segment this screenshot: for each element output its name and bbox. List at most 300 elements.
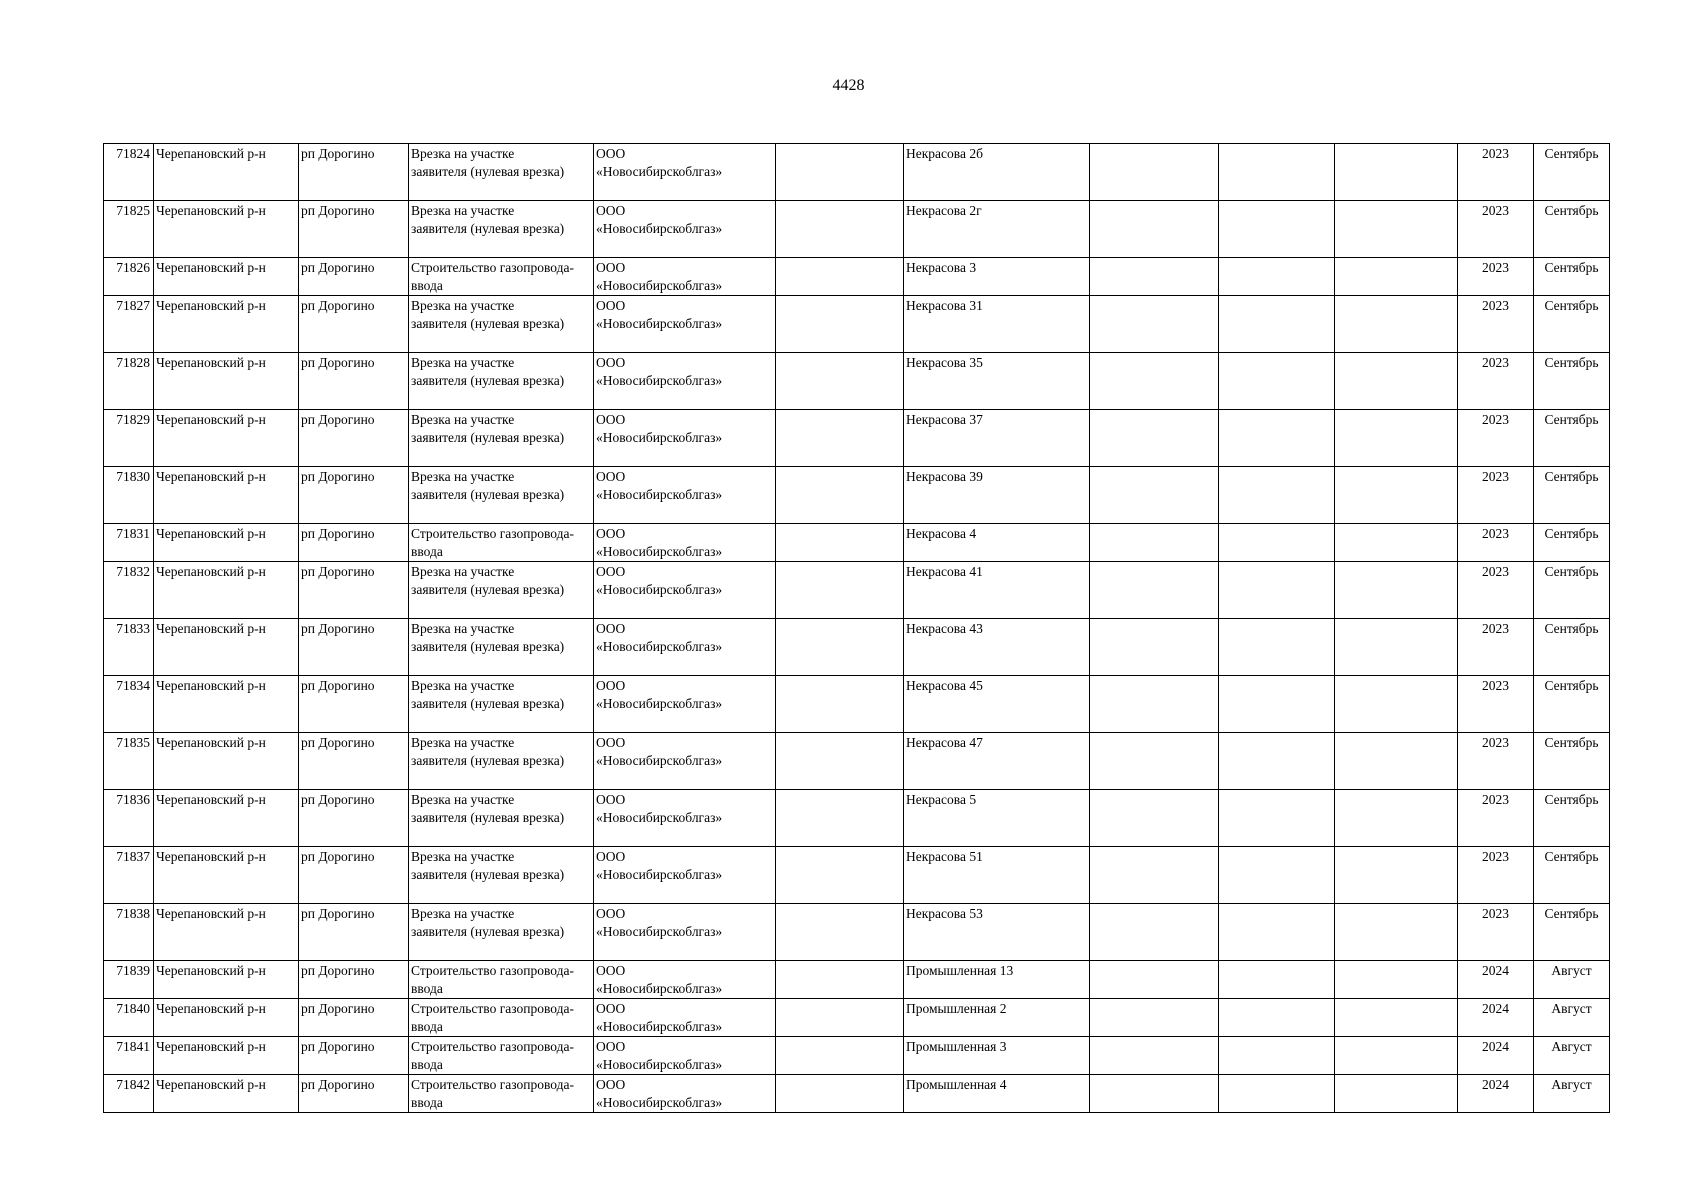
address-cell: Некрасова 31 — [904, 296, 1090, 353]
year-cell: 2023 — [1458, 353, 1534, 410]
empty-cell — [1090, 562, 1219, 619]
organization-cell — [594, 619, 776, 676]
year-cell: 2023 — [1458, 733, 1534, 790]
row-number: 71829 — [104, 410, 154, 467]
empty-cell — [776, 562, 904, 619]
organization-line: «Новосибирскоблгаз» — [596, 430, 723, 445]
settlement-cell: рп Дорогино — [299, 410, 409, 467]
table-row — [104, 790, 1610, 847]
month-cell: Сентябрь — [1534, 676, 1610, 733]
empty-cell — [1219, 790, 1335, 847]
work-type-cell — [409, 999, 594, 1037]
organization-line: «Новосибирскоблгаз» — [596, 1019, 723, 1034]
settlement-cell: рп Дорогино — [299, 524, 409, 562]
organization-line: «Новосибирскоблгаз» — [596, 753, 723, 768]
work-type-line: ввода — [411, 981, 443, 996]
organization-line: «Новосибирскоблгаз» — [596, 164, 723, 179]
year-cell: 2023 — [1458, 410, 1534, 467]
empty-cell — [1335, 904, 1458, 961]
work-type-line: ввода — [411, 1095, 443, 1110]
empty-cell — [1219, 410, 1335, 467]
work-type-cell — [409, 1075, 594, 1113]
address-cell: Некрасова 53 — [904, 904, 1090, 961]
empty-cell — [1335, 410, 1458, 467]
district-cell: Черепановский р-н — [154, 353, 299, 410]
work-type-line: Врезка на участке — [411, 735, 515, 750]
organization-line: ООО — [596, 260, 626, 275]
settlement-cell: рп Дорогино — [299, 790, 409, 847]
district-cell: Черепановский р-н — [154, 999, 299, 1037]
month-cell: Август — [1534, 999, 1610, 1037]
year-cell: 2023 — [1458, 201, 1534, 258]
empty-cell — [1219, 467, 1335, 524]
row-number: 71825 — [104, 201, 154, 258]
month-cell: Сентябрь — [1534, 467, 1610, 524]
district-cell: Черепановский р-н — [154, 904, 299, 961]
row-number: 71831 — [104, 524, 154, 562]
work-type-line: Строительство газопровода- — [411, 963, 574, 978]
row-number: 71842 — [104, 1075, 154, 1113]
table-row — [104, 847, 1610, 904]
district-cell: Черепановский р-н — [154, 790, 299, 847]
work-type-cell — [409, 733, 594, 790]
organization-cell — [594, 790, 776, 847]
work-type-line: заявителя (нулевая врезка) — [411, 810, 565, 825]
empty-cell — [1219, 353, 1335, 410]
empty-cell — [776, 619, 904, 676]
empty-cell — [1090, 676, 1219, 733]
empty-cell — [1090, 1037, 1219, 1075]
district-cell: Черепановский р-н — [154, 676, 299, 733]
organization-cell — [594, 410, 776, 467]
table-row — [104, 676, 1610, 733]
organization-cell — [594, 999, 776, 1037]
year-cell: 2023 — [1458, 619, 1534, 676]
year-cell: 2024 — [1458, 1075, 1534, 1113]
work-type-line: заявителя (нулевая врезка) — [411, 696, 565, 711]
empty-cell — [1335, 258, 1458, 296]
work-type-line: ввода — [411, 1057, 443, 1072]
empty-cell — [1090, 353, 1219, 410]
organization-cell — [594, 1037, 776, 1075]
row-number: 71835 — [104, 733, 154, 790]
organization-line: ООО — [596, 792, 626, 807]
organization-cell — [594, 258, 776, 296]
empty-cell — [1090, 847, 1219, 904]
work-type-cell — [409, 1037, 594, 1075]
empty-cell — [776, 847, 904, 904]
empty-cell — [1335, 790, 1458, 847]
address-cell: Некрасова 47 — [904, 733, 1090, 790]
year-cell: 2023 — [1458, 144, 1534, 201]
year-cell: 2023 — [1458, 467, 1534, 524]
work-type-cell — [409, 961, 594, 999]
row-number: 71833 — [104, 619, 154, 676]
month-cell: Август — [1534, 1037, 1610, 1075]
empty-cell — [1219, 999, 1335, 1037]
empty-cell — [1335, 961, 1458, 999]
empty-cell — [1335, 144, 1458, 201]
row-number: 71832 — [104, 562, 154, 619]
empty-cell — [1335, 676, 1458, 733]
empty-cell — [1090, 467, 1219, 524]
address-cell: Некрасова 3 — [904, 258, 1090, 296]
district-cell: Черепановский р-н — [154, 296, 299, 353]
organization-cell — [594, 562, 776, 619]
work-type-cell — [409, 258, 594, 296]
work-type-cell — [409, 296, 594, 353]
organization-line: ООО — [596, 355, 626, 370]
address-cell: Промышленная 4 — [904, 1075, 1090, 1113]
organization-line: «Новосибирскоблгаз» — [596, 582, 723, 597]
year-cell: 2023 — [1458, 847, 1534, 904]
table-row — [104, 296, 1610, 353]
organization-line: ООО — [596, 298, 626, 313]
settlement-cell: рп Дорогино — [299, 562, 409, 619]
month-cell: Сентябрь — [1534, 790, 1610, 847]
empty-cell — [1090, 790, 1219, 847]
month-cell: Сентябрь — [1534, 410, 1610, 467]
organization-cell — [594, 961, 776, 999]
organization-line: ООО — [596, 564, 626, 579]
district-cell: Черепановский р-н — [154, 1037, 299, 1075]
table-row — [104, 961, 1610, 999]
work-type-line: Врезка на участке — [411, 792, 515, 807]
organization-cell — [594, 144, 776, 201]
organization-line: ООО — [596, 469, 626, 484]
empty-cell — [776, 1075, 904, 1113]
empty-cell — [776, 296, 904, 353]
work-type-line: Врезка на участке — [411, 906, 515, 921]
year-cell: 2024 — [1458, 1037, 1534, 1075]
year-cell: 2023 — [1458, 676, 1534, 733]
empty-cell — [1219, 258, 1335, 296]
work-type-line: Врезка на участке — [411, 355, 515, 370]
month-cell: Сентябрь — [1534, 733, 1610, 790]
month-cell: Август — [1534, 961, 1610, 999]
year-cell: 2023 — [1458, 904, 1534, 961]
district-cell: Черепановский р-н — [154, 562, 299, 619]
work-type-cell — [409, 524, 594, 562]
work-type-line: Строительство газопровода- — [411, 526, 574, 541]
organization-line: ООО — [596, 678, 626, 693]
work-type-cell — [409, 904, 594, 961]
empty-cell — [1219, 733, 1335, 790]
empty-cell — [776, 201, 904, 258]
table-row — [104, 619, 1610, 676]
district-cell: Черепановский р-н — [154, 144, 299, 201]
work-type-line: Врезка на участке — [411, 412, 515, 427]
empty-cell — [1335, 847, 1458, 904]
organization-line: ООО — [596, 1077, 626, 1092]
organization-cell — [594, 1075, 776, 1113]
year-cell: 2024 — [1458, 999, 1534, 1037]
year-cell: 2023 — [1458, 790, 1534, 847]
table-row — [104, 1075, 1610, 1113]
empty-cell — [776, 790, 904, 847]
table-row — [104, 258, 1610, 296]
address-cell: Некрасова 5 — [904, 790, 1090, 847]
organization-line: ООО — [596, 412, 626, 427]
work-type-line: заявителя (нулевая врезка) — [411, 582, 565, 597]
organization-line: ООО — [596, 1039, 626, 1054]
address-cell: Промышленная 13 — [904, 961, 1090, 999]
month-cell: Сентябрь — [1534, 258, 1610, 296]
empty-cell — [1335, 562, 1458, 619]
work-type-line: Врезка на участке — [411, 678, 515, 693]
settlement-cell: рп Дорогино — [299, 904, 409, 961]
work-type-line: Строительство газопровода- — [411, 1039, 574, 1054]
empty-cell — [1219, 524, 1335, 562]
organization-line: ООО — [596, 146, 626, 161]
settlement-cell: рп Дорогино — [299, 619, 409, 676]
empty-cell — [776, 676, 904, 733]
organization-line: ООО — [596, 1001, 626, 1016]
settlement-cell: рп Дорогино — [299, 296, 409, 353]
settlement-cell: рп Дорогино — [299, 144, 409, 201]
year-cell: 2023 — [1458, 524, 1534, 562]
organization-line: ООО — [596, 621, 626, 636]
empty-cell — [1090, 733, 1219, 790]
address-cell: Некрасова 2г — [904, 201, 1090, 258]
empty-cell — [1090, 144, 1219, 201]
empty-cell — [1335, 467, 1458, 524]
settlement-cell: рп Дорогино — [299, 733, 409, 790]
work-type-line: заявителя (нулевая врезка) — [411, 373, 565, 388]
table-row — [104, 201, 1610, 258]
work-type-line: Строительство газопровода- — [411, 1077, 574, 1092]
month-cell: Сентябрь — [1534, 524, 1610, 562]
empty-cell — [776, 467, 904, 524]
row-number: 71837 — [104, 847, 154, 904]
district-cell: Черепановский р-н — [154, 961, 299, 999]
work-type-line: Врезка на участке — [411, 146, 515, 161]
address-cell: Некрасова 4 — [904, 524, 1090, 562]
address-cell: Некрасова 41 — [904, 562, 1090, 619]
work-type-cell — [409, 676, 594, 733]
district-cell: Черепановский р-н — [154, 847, 299, 904]
empty-cell — [1335, 999, 1458, 1037]
empty-cell — [1335, 524, 1458, 562]
organization-cell — [594, 524, 776, 562]
settlement-cell: рп Дорогино — [299, 999, 409, 1037]
work-type-line: заявителя (нулевая врезка) — [411, 639, 565, 654]
organization-line: «Новосибирскоблгаз» — [596, 373, 723, 388]
work-type-line: Врезка на участке — [411, 849, 515, 864]
organization-cell — [594, 201, 776, 258]
organization-line: ООО — [596, 849, 626, 864]
row-number: 71827 — [104, 296, 154, 353]
empty-cell — [1090, 258, 1219, 296]
work-type-line: заявителя (нулевая врезка) — [411, 924, 565, 939]
registry-table — [103, 143, 1610, 1113]
work-type-line: заявителя (нулевая врезка) — [411, 867, 565, 882]
empty-cell — [1090, 999, 1219, 1037]
district-cell: Черепановский р-н — [154, 733, 299, 790]
table-row — [104, 1037, 1610, 1075]
organization-cell — [594, 467, 776, 524]
work-type-line: ввода — [411, 1019, 443, 1034]
organization-line: ООО — [596, 735, 626, 750]
work-type-line: ввода — [411, 544, 443, 559]
district-cell: Черепановский р-н — [154, 201, 299, 258]
organization-cell — [594, 353, 776, 410]
empty-cell — [1219, 562, 1335, 619]
work-type-line: Врезка на участке — [411, 564, 515, 579]
empty-cell — [1090, 619, 1219, 676]
empty-cell — [1335, 353, 1458, 410]
settlement-cell: рп Дорогино — [299, 353, 409, 410]
work-type-cell — [409, 467, 594, 524]
year-cell: 2023 — [1458, 562, 1534, 619]
empty-cell — [776, 353, 904, 410]
organization-line: «Новосибирскоблгаз» — [596, 981, 723, 996]
table-row — [104, 999, 1610, 1037]
address-cell: Некрасова 45 — [904, 676, 1090, 733]
empty-cell — [1335, 733, 1458, 790]
work-type-line: ввода — [411, 278, 443, 293]
empty-cell — [776, 524, 904, 562]
row-number: 71826 — [104, 258, 154, 296]
table-row — [104, 467, 1610, 524]
empty-cell — [1219, 296, 1335, 353]
empty-cell — [776, 904, 904, 961]
table-row — [104, 410, 1610, 467]
settlement-cell: рп Дорогино — [299, 676, 409, 733]
month-cell: Сентябрь — [1534, 904, 1610, 961]
empty-cell — [776, 1037, 904, 1075]
empty-cell — [1335, 1037, 1458, 1075]
empty-cell — [1219, 144, 1335, 201]
district-cell: Черепановский р-н — [154, 524, 299, 562]
empty-cell — [1219, 676, 1335, 733]
work-type-line: заявителя (нулевая врезка) — [411, 164, 565, 179]
work-type-line: Врезка на участке — [411, 298, 515, 313]
empty-cell — [776, 144, 904, 201]
settlement-cell: рп Дорогино — [299, 847, 409, 904]
organization-line: «Новосибирскоблгаз» — [596, 487, 723, 502]
organization-cell — [594, 847, 776, 904]
organization-line: «Новосибирскоблгаз» — [596, 316, 723, 331]
settlement-cell: рп Дорогино — [299, 258, 409, 296]
empty-cell — [776, 410, 904, 467]
work-type-line: Врезка на участке — [411, 203, 515, 218]
organization-line: «Новосибирскоблгаз» — [596, 1057, 723, 1072]
district-cell: Черепановский р-н — [154, 467, 299, 524]
empty-cell — [1090, 524, 1219, 562]
organization-line: ООО — [596, 906, 626, 921]
table-row — [104, 353, 1610, 410]
year-cell: 2024 — [1458, 961, 1534, 999]
empty-cell — [1335, 296, 1458, 353]
organization-line: «Новосибирскоблгаз» — [596, 639, 723, 654]
empty-cell — [1219, 1037, 1335, 1075]
empty-cell — [1090, 904, 1219, 961]
empty-cell — [1219, 619, 1335, 676]
empty-cell — [776, 733, 904, 790]
work-type-line: Врезка на участке — [411, 621, 515, 636]
row-number: 71824 — [104, 144, 154, 201]
organization-line: «Новосибирскоблгаз» — [596, 867, 723, 882]
work-type-line: Строительство газопровода- — [411, 260, 574, 275]
work-type-line: Строительство газопровода- — [411, 1001, 574, 1016]
work-type-line: заявителя (нулевая врезка) — [411, 316, 565, 331]
row-number: 71836 — [104, 790, 154, 847]
work-type-cell — [409, 847, 594, 904]
settlement-cell: рп Дорогино — [299, 961, 409, 999]
table-row — [104, 562, 1610, 619]
district-cell: Черепановский р-н — [154, 1075, 299, 1113]
empty-cell — [1090, 961, 1219, 999]
row-number: 71841 — [104, 1037, 154, 1075]
organization-line: «Новосибирскоблгаз» — [596, 810, 723, 825]
organization-cell — [594, 676, 776, 733]
empty-cell — [1090, 296, 1219, 353]
organization-cell — [594, 904, 776, 961]
empty-cell — [1219, 847, 1335, 904]
work-type-line: заявителя (нулевая врезка) — [411, 487, 565, 502]
settlement-cell: рп Дорогино — [299, 467, 409, 524]
empty-cell — [1219, 201, 1335, 258]
organization-line: «Новосибирскоблгаз» — [596, 1095, 723, 1110]
row-number: 71834 — [104, 676, 154, 733]
empty-cell — [776, 999, 904, 1037]
work-type-cell — [409, 562, 594, 619]
district-cell: Черепановский р-н — [154, 619, 299, 676]
address-cell: Некрасова 37 — [904, 410, 1090, 467]
empty-cell — [1090, 201, 1219, 258]
work-type-cell — [409, 353, 594, 410]
table-row — [104, 904, 1610, 961]
district-cell: Черепановский р-н — [154, 258, 299, 296]
organization-line: «Новосибирскоблгаз» — [596, 544, 723, 559]
page-number: 4428 — [832, 77, 865, 94]
month-cell: Август — [1534, 1075, 1610, 1113]
organization-line: «Новосибирскоблгаз» — [596, 221, 723, 236]
settlement-cell: рп Дорогино — [299, 201, 409, 258]
organization-line: ООО — [596, 203, 626, 218]
work-type-cell — [409, 410, 594, 467]
address-cell: Некрасова 43 — [904, 619, 1090, 676]
table-row — [104, 733, 1610, 790]
address-cell: Некрасова 2б — [904, 144, 1090, 201]
address-cell: Некрасова 39 — [904, 467, 1090, 524]
month-cell: Сентябрь — [1534, 847, 1610, 904]
address-cell: Промышленная 2 — [904, 999, 1090, 1037]
work-type-cell — [409, 619, 594, 676]
row-number: 71838 — [104, 904, 154, 961]
row-number: 71828 — [104, 353, 154, 410]
address-cell: Промышленная 3 — [904, 1037, 1090, 1075]
settlement-cell: рп Дорогино — [299, 1037, 409, 1075]
work-type-cell — [409, 790, 594, 847]
empty-cell — [1219, 904, 1335, 961]
empty-cell — [1335, 619, 1458, 676]
empty-cell — [1335, 201, 1458, 258]
empty-cell — [1219, 961, 1335, 999]
month-cell: Сентябрь — [1534, 353, 1610, 410]
organization-line: «Новосибирскоблгаз» — [596, 924, 723, 939]
organization-cell — [594, 296, 776, 353]
work-type-line: заявителя (нулевая врезка) — [411, 221, 565, 236]
table-row — [104, 524, 1610, 562]
month-cell: Сентябрь — [1534, 144, 1610, 201]
district-cell: Черепановский р-н — [154, 410, 299, 467]
empty-cell — [1090, 1075, 1219, 1113]
organization-line: ООО — [596, 963, 626, 978]
address-cell: Некрасова 51 — [904, 847, 1090, 904]
year-cell: 2023 — [1458, 296, 1534, 353]
